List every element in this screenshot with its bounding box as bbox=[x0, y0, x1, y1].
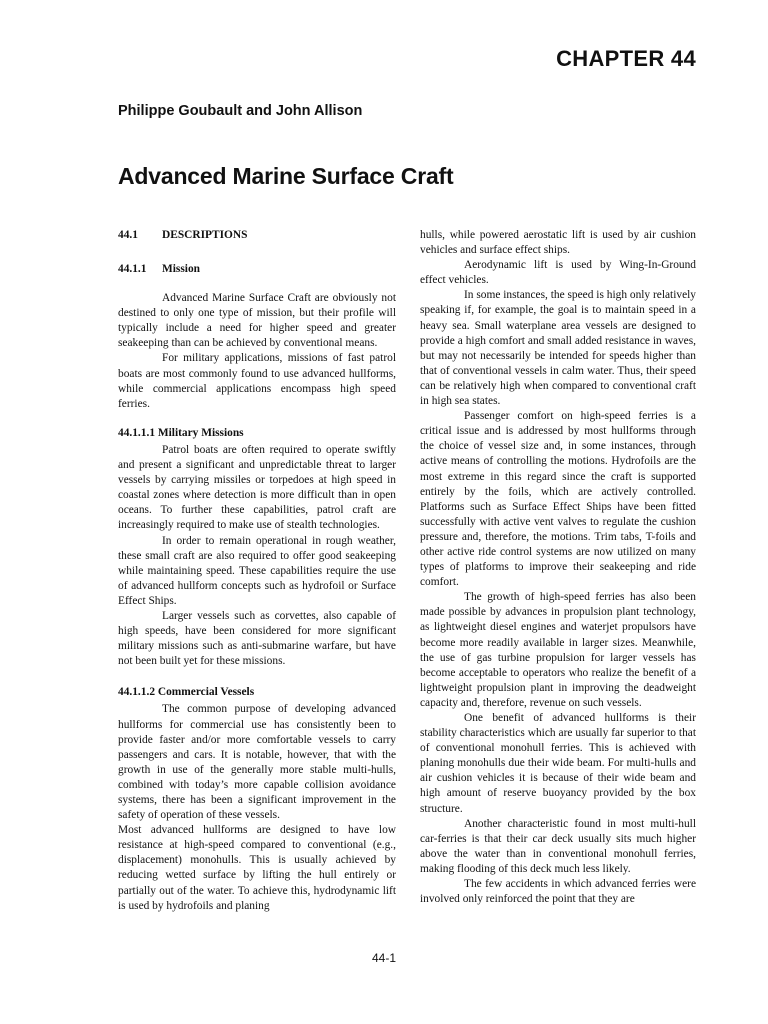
paragraph: Passenger comfort on high-speed ferries is a critical issue and is addressed by most hullforms through the choice of vessel size and, in some instances, through active means of controlling the motions. Hydrofoils are the most extreme in this regard since the craft is supported entirely by the foils, which are actively controlled. Platforms such as Surface Effect Ships have been fitted successfully with active vent valves to regulate the cushion pressure and, therefore, the motions. Trim tabs, T-foils and other active ride control systems are now utilized on many types of platforms to improve their seakeeping and ride comfort. bbox=[420, 410, 696, 589]
paragraph: One benefit of advanced hullforms is their stability characteristics which are usually far superior to that of conventional monohull ferries. This is achieved with planing monohulls due their wide beam. For multi-hulls and air cushion vehicles it is because of their wide beam and high amount of reserve buoyancy provided by the box structure. bbox=[420, 712, 696, 815]
section-heading-44-1 bbox=[118, 228, 396, 246]
section-title: DESCRIPTIONS bbox=[162, 229, 248, 241]
right-column bbox=[420, 228, 696, 907]
authors: Philippe Goubault and John Allison bbox=[118, 103, 363, 119]
paragraph: The common purpose of developing advanced hullforms for commercial use has consistently been to provide faster and/or more comfortable vessels to carry passengers and cars. It is notable, however, that with the growth in use of the generally more stable multi-hulls, combined with today’s more capable collision avoidance systems, there has been a significant improvement in the safety of operation of these vessels. bbox=[118, 703, 396, 822]
paragraph: In order to remain operational in rough weather, these small craft are also required to offer good seakeeping while maintaining speed. These capabilities require the use of advanced hullform concepts such as hydrofoil or Surface Effect Ships. bbox=[118, 534, 396, 607]
chapter-title: Advanced Marine Surface Craft bbox=[118, 163, 454, 189]
paragraph: Advanced Marine Surface Craft are obviously not destined to only one type of mission, but their profile will typically include a need for higher speed and greater seakeeping than can be achieved by conventional means. bbox=[118, 292, 396, 350]
paragraph: Another characteristic found in most multi-hull car-ferries is that their car deck usually sits much higher above the water than in conventional monohull ferries, making flooding of this deck much less likely. bbox=[420, 817, 696, 875]
paragraph: Most advanced hullforms are designed to have low resistance at high-speed compared to conventional (e.g., displacement) monohulls. This is usually achieved by reducing wetted surface by lifting the hull entirely or partially out of the water. To achieve this, hydrodynamic lift is used by hydrofoils and planing bbox=[118, 824, 396, 912]
military-missions-heading: 44.1.1.1 Military Missions bbox=[118, 426, 244, 439]
page-number: 44-1 bbox=[371, 951, 397, 965]
paragraph: In some instances, the speed is high only relatively speaking if, for example, the goal is to maintain speed in a heavy sea. Small waterplane area vessels are designed to provide a high comfort and small added resistance in waves, but may not necessarily be intended for speeds higher than that of conventional vessels in calm water. Thus, their speed can be relatively high when compared to conventional craft in high sea states. bbox=[420, 289, 696, 408]
subsection-title: Mission bbox=[162, 263, 200, 275]
paragraph: Aerodynamic lift is used by Wing-In-Ground effect vehicles. bbox=[420, 259, 696, 287]
paragraph: The few accidents in which advanced ferries were involved only reinforced the point that they are bbox=[420, 878, 696, 906]
section-heading-44-1-1 bbox=[118, 262, 396, 277]
paragraph: hulls, while powered aerostatic lift is used by air cushion vehicles and surface effect ships. bbox=[420, 229, 696, 257]
paragraph: Patrol boats are often required to operate swiftly and present a significant and unpredictable threat to larger vessels by carrying missiles or torpedoes at high speed in coastal zones where detection is more difficult than in open oceans. To further these capabilities, patrol craft are increasingly required to make use of stealth technologies. bbox=[118, 443, 396, 532]
subsection-number: 44.1.1 bbox=[118, 263, 147, 275]
left-column bbox=[118, 228, 396, 914]
chapter-number: CHAPTER 44 bbox=[556, 46, 696, 71]
paragraph: The growth of high-speed ferries has also been made possible by advances in propulsion plant technology, as lightweight diesel engines and waterjet propulsors have become more readily available in larger sizes. Meanwhile, the use of gas turbine propulsion for larger vessels has become acceptable to operators who realize the benefit of a lightweight propulsion plant in improving the deadweight capacity and, therefore, revenue on such vessels. bbox=[420, 591, 696, 709]
paragraph: Larger vessels such as corvettes, also capable of high speeds, have been considered for more significant military missions such as anti-submarine warfare, but have not been built yet for these missions. bbox=[118, 609, 396, 668]
section-number: 44.1 bbox=[118, 229, 138, 241]
commercial-vessels-heading: 44.1.1.2 Commercial Vessels bbox=[118, 686, 255, 699]
paragraph: For military applications, missions of fast patrol boats are most commonly found to use advanced hullforms, while commercial applications encompass high speed ferries. bbox=[118, 352, 396, 410]
